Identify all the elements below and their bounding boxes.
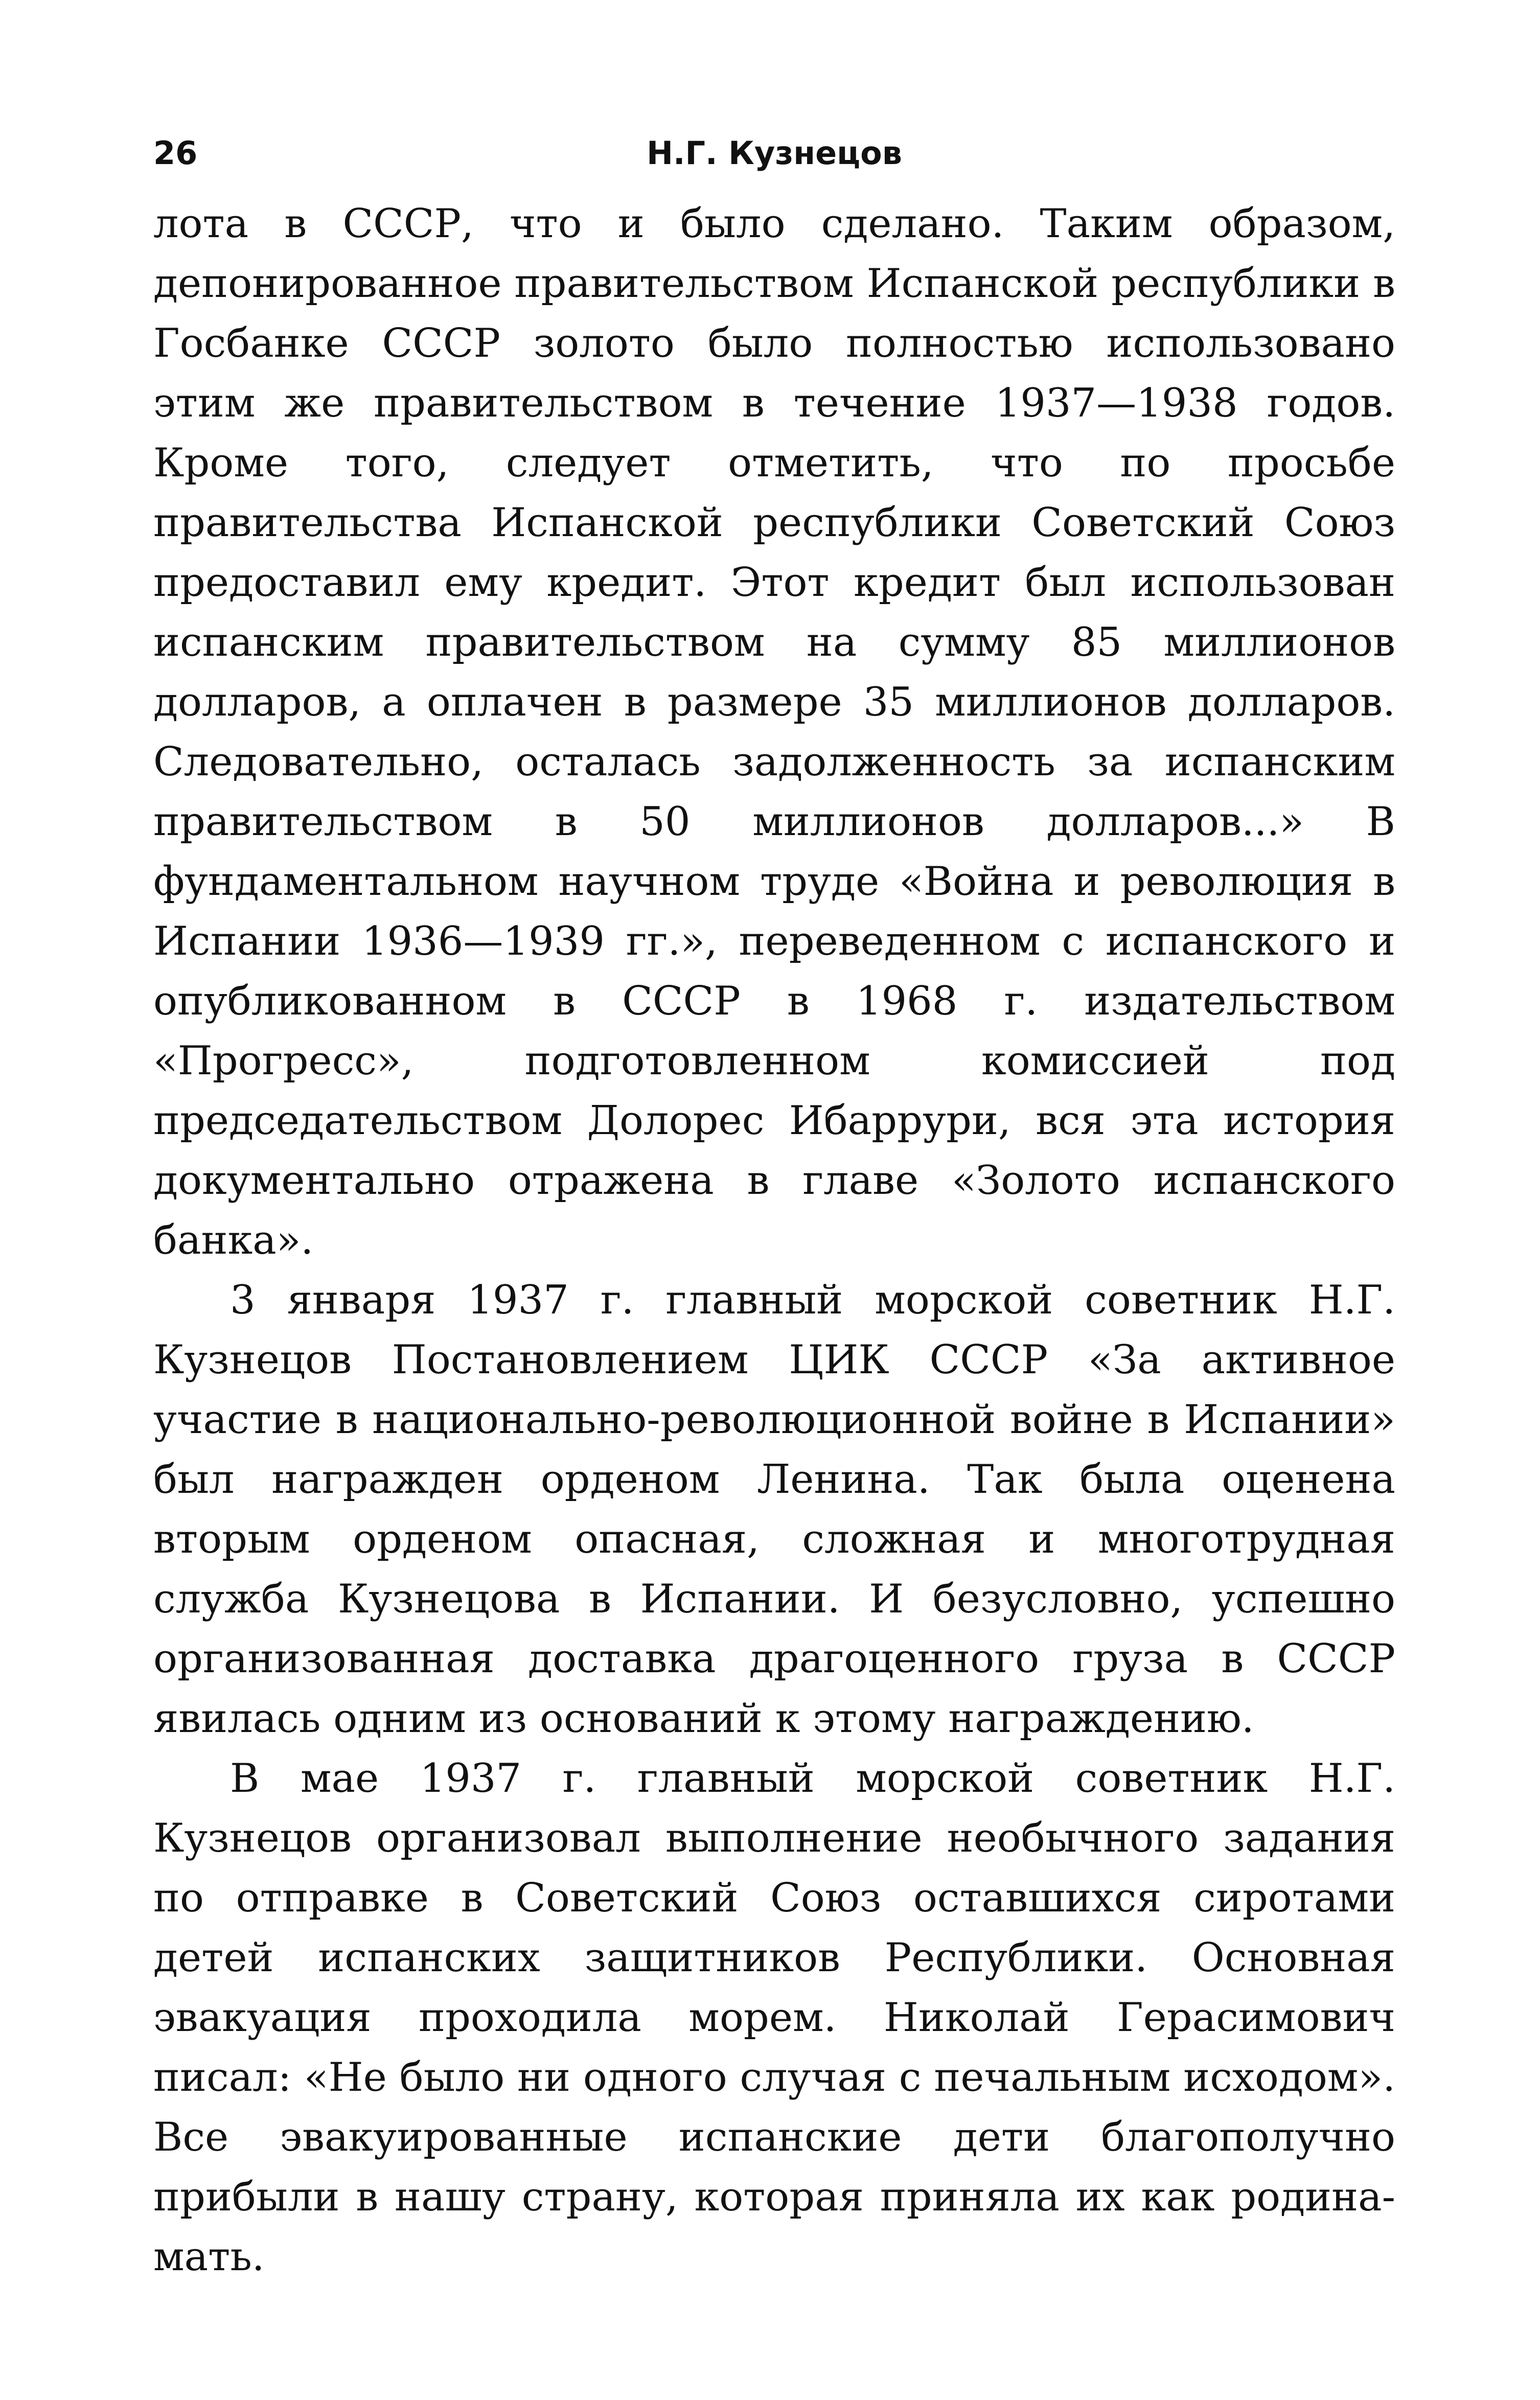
paragraph-continued: лота в СССР, что и было сделано. Таким образом, депонированное правительством Испанской республики в Госбанке СССР золото было полностью использовано этим же правительством в течение 1937—1938 годов. Кроме того, следует отметить, что по просьбе правительства Испанской республики Советский Союз предоставил ему кредит. Этот кредит был использован испанским правительством на сумму 85 миллионов долларов, а оплачен в размере 35 миллионов долларов. Следовательно, осталась задолженность за испанским правительством в 50 миллионов долларов...» В фундаментальном научном труде «Война и революция в Испании 1936—1939 гг.», переведенном с испанского и опубликованном в СССР в 1968 г. издательством «Прогресс», подготовленном комиссией под председательством Долорес Ибаррури, вся эта история документально отражена в главе «Золото испанского банка».: [153, 201, 1395, 1263]
running-head-title: Н.Г. Кузнецов: [647, 134, 902, 172]
paragraph-evacuation: В мае 1937 г. главный морской советник Н.Г. Кузнецов организовал выполнение необычного задания по отправке в Советский Союз оставшихся сиротами детей испанских защитников Республики. Основная эвакуация проходила морем. Николай Герасимович писал: «Не было ни одного случая с печальным исходом». Все эвакуированные испанские дети благополучно прибыли в нашу страну, которая приняла их как родина-мать.: [153, 1756, 1395, 2280]
page-number: 26: [153, 134, 198, 172]
running-head: [153, 130, 1395, 176]
body-text: [153, 194, 1395, 2287]
book-page: [153, 130, 1395, 2287]
paragraph-award: 3 января 1937 г. главный морской советник Н.Г. Кузнецов Постановлением ЦИК СССР «За активное участие в национально-революционной войне в Испании» был награжден орденом Ленина. Так была оценена вторым орденом опасная, сложная и многотрудная служба Кузнецова в Испании. И безусловно, успешно организованная доставка драгоценного груза в СССР явилась одним из оснований к этому награждению.: [153, 1277, 1395, 1742]
